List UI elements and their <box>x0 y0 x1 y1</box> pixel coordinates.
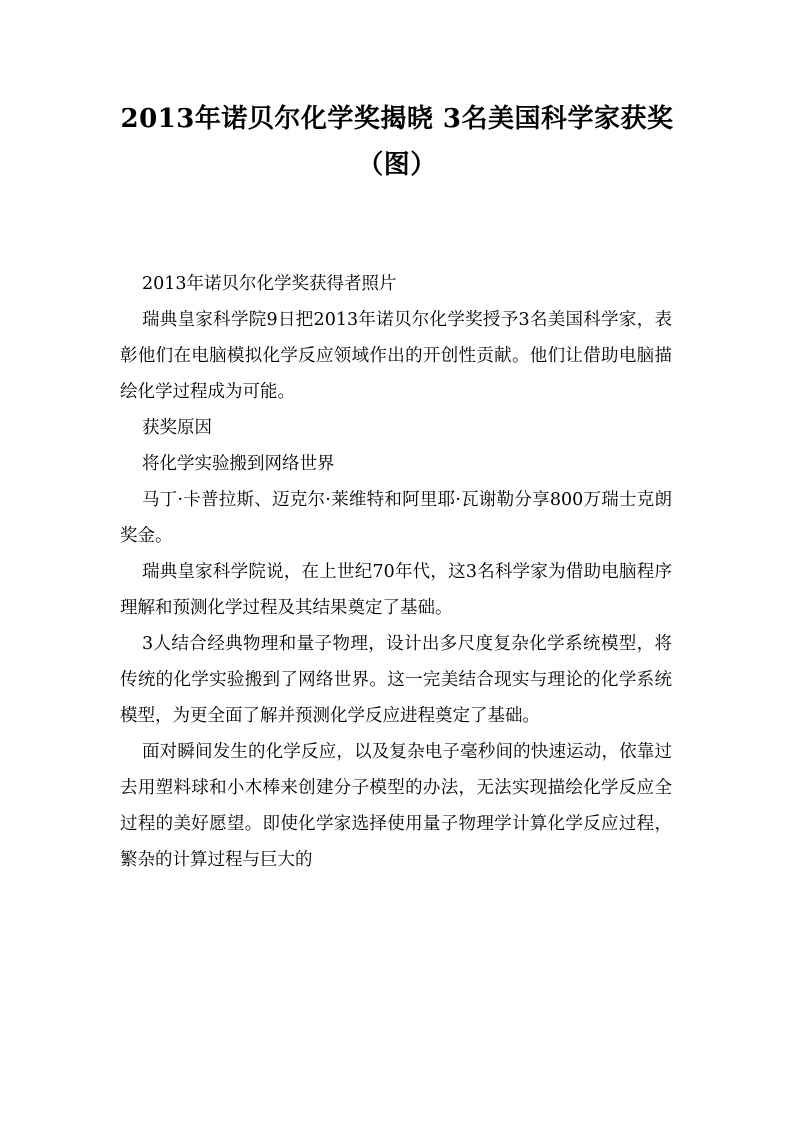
paragraph-subheading: 将化学实验搬到网络世界 <box>142 454 335 474</box>
paragraph-background: 面对瞬间发生的化学反应，以及复杂电子毫秒间的快速运动，依靠过去用塑料球和小木棒来创建分子模型的办法，无法实现描绘化学反应全过程的美好愿望。即使化学家选择使用量子物理学计算化学反应过程，繁杂的计算过程与巨大的 <box>120 742 672 870</box>
paragraph-academy-statement: 瑞典皇家科学院说，在上世纪70年代，这3名科学家为借助电脑程序理解和预测化学过程及其结果奠定了基础。 <box>120 562 672 618</box>
document-body <box>120 266 672 878</box>
paragraph-laureates: 马丁·卡普拉斯、迈克尔·莱维特和阿里耶·瓦谢勒分享800万瑞士克朗奖金。 <box>120 490 672 546</box>
paragraph-model-description: 3人结合经典物理和量子物理，设计出多尺度复杂化学系统模型，将传统的化学实验搬到了网络世界。这一完美结合现实与理论的化学系统模型，为更全面了解并预测化学反应进程奠定了基础。 <box>120 634 672 726</box>
paragraph-photo-caption: 2013年诺贝尔化学奖获得者照片 <box>142 274 397 294</box>
paragraph-announcement: 瑞典皇家科学院9日把2013年诺贝尔化学奖授予3名美国科学家，表彰他们在电脑模拟化学反应领域作出的开创性贡献。他们让借助电脑描绘化学过程成为可能。 <box>120 310 672 402</box>
document-title: 2013年诺贝尔化学奖揭晓 3名美国科学家获奖（图） <box>120 104 674 180</box>
paragraph-section-heading: 获奖原因 <box>142 418 212 438</box>
